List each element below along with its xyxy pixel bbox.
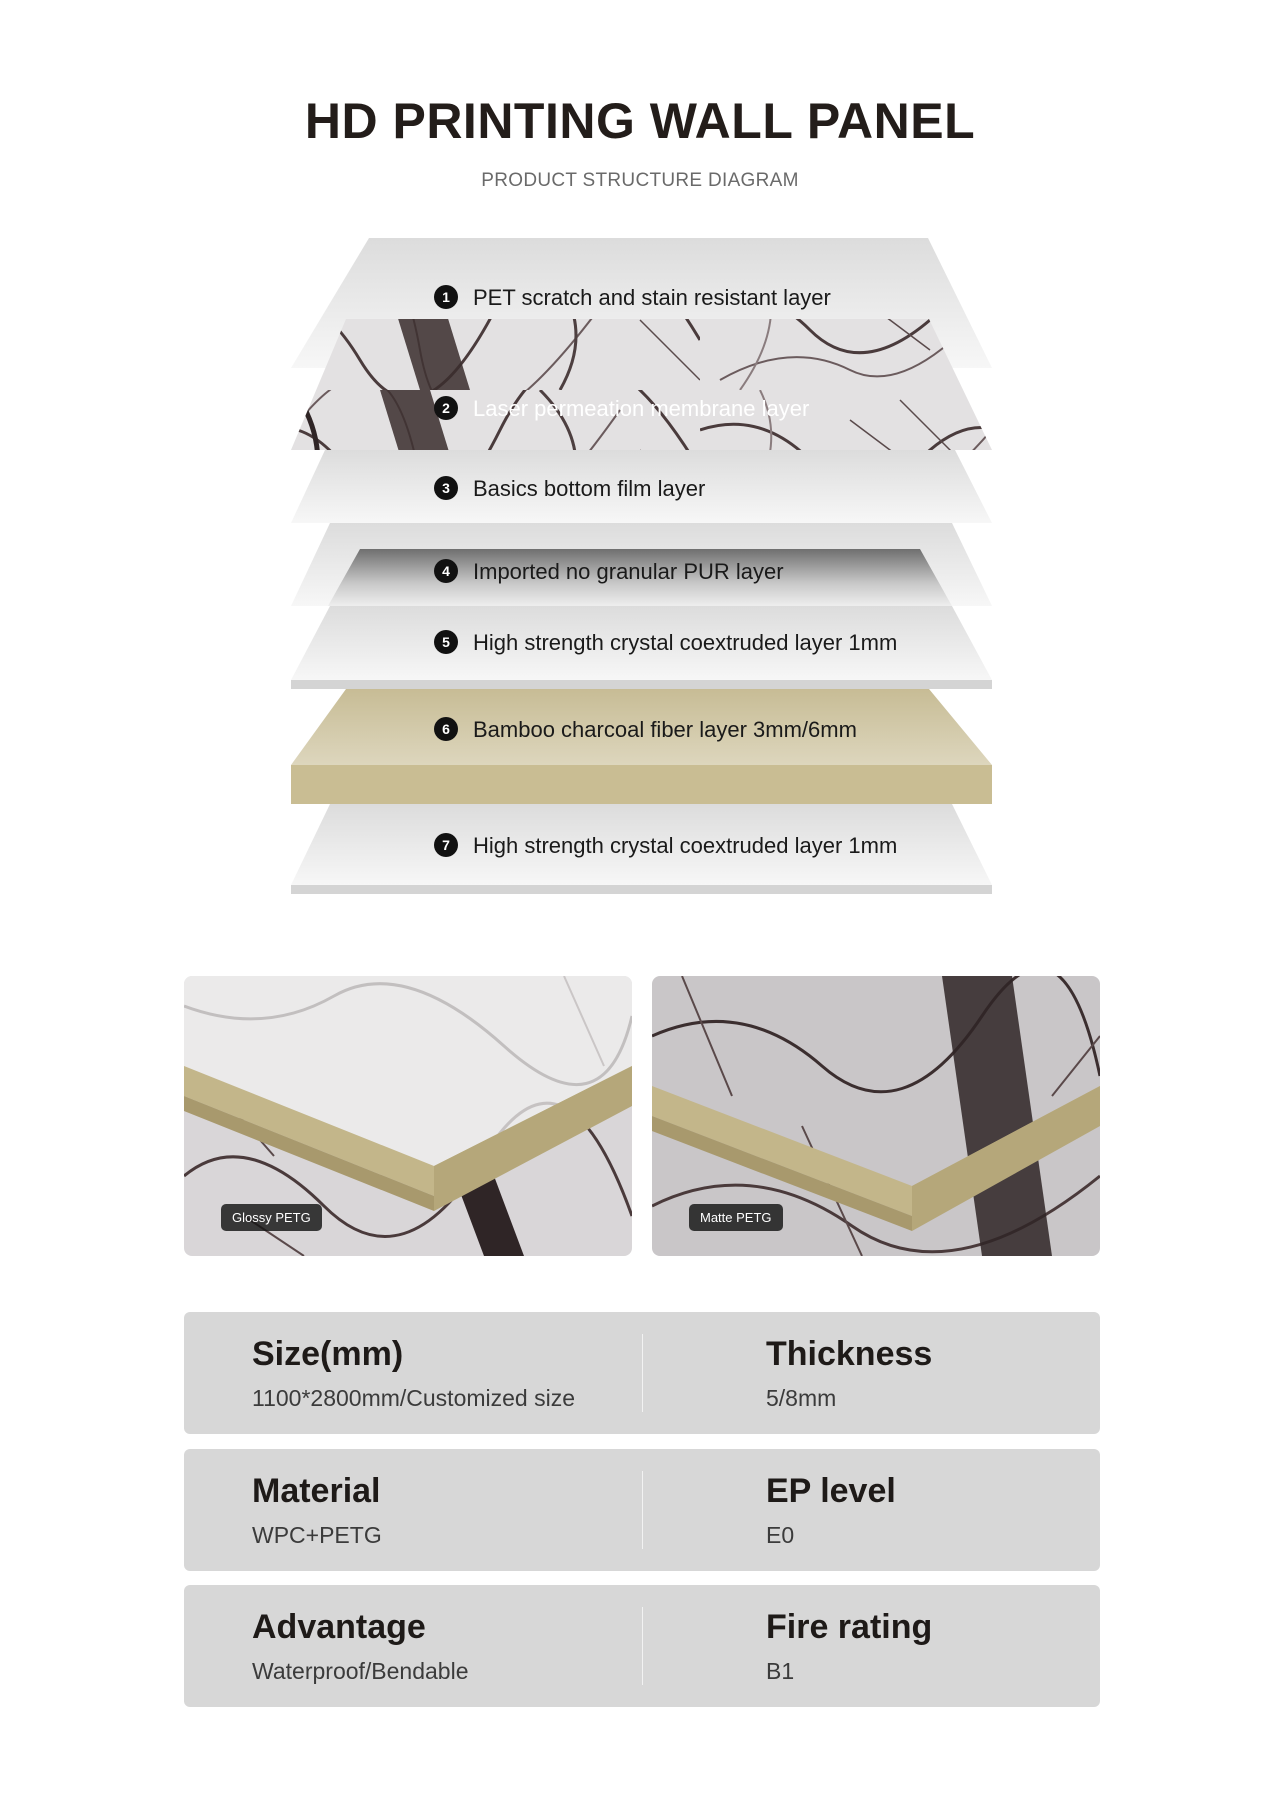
- glossy-sample-image: [184, 976, 632, 1256]
- number-4: 4: [442, 563, 450, 579]
- spec-thickness-label: Thickness: [766, 1335, 933, 1373]
- layer-3-text: Basics bottom film layer: [473, 476, 706, 501]
- number-5: 5: [442, 634, 450, 650]
- layer-5-label: [434, 630, 897, 655]
- spec-advantage-label: Advantage: [252, 1608, 426, 1646]
- number-7: 7: [442, 837, 450, 853]
- layer-6-text: Bamboo charcoal fiber layer 3mm/6mm: [473, 717, 857, 742]
- layer-7-label: [434, 833, 897, 858]
- spec-row-material-ep: [184, 1449, 1100, 1571]
- layer-2-label: [434, 396, 809, 421]
- spec-divider: [642, 1334, 643, 1412]
- layer-7-edge: [291, 885, 992, 894]
- spec-size: [252, 1334, 575, 1412]
- layer-5-text: High strength crystal coextruded layer 1mm: [473, 630, 898, 655]
- spec-ep-level: [766, 1471, 896, 1549]
- spec-thickness: [766, 1334, 932, 1412]
- page-subtitle: PRODUCT STRUCTURE DIAGRAM: [481, 170, 799, 191]
- spec-ep-level-value: E0: [766, 1522, 795, 1548]
- layer-6-label: [434, 717, 857, 742]
- matte-petg-badge: Matte PETG: [689, 1204, 783, 1231]
- layer-2-text: Laser permeation membrane layer: [473, 396, 810, 421]
- layer-7-text: High strength crystal coextruded layer 1mm: [473, 833, 898, 858]
- matte-sample-image: [652, 976, 1100, 1256]
- layer-4-label: [434, 559, 784, 584]
- spec-thickness-value: 5/8mm: [766, 1385, 837, 1411]
- spec-advantage-value: Waterproof/Bendable: [252, 1658, 469, 1684]
- spec-row-advantage-fire: [184, 1585, 1100, 1707]
- spec-fire-rating-value: B1: [766, 1658, 795, 1684]
- spec-ep-level-label: EP level: [766, 1472, 896, 1510]
- number-6: 6: [442, 721, 450, 737]
- spec-material-value: WPC+PETG: [252, 1522, 382, 1548]
- spec-size-value: 1100*2800mm/Customized size: [252, 1385, 576, 1411]
- number-2: 2: [442, 400, 450, 416]
- spec-material-label: Material: [252, 1472, 381, 1510]
- number-3: 3: [442, 480, 450, 496]
- layer-6-edge: [291, 765, 992, 804]
- number-1: 1: [442, 289, 450, 305]
- glossy-petg-badge: Glossy PETG: [221, 1204, 322, 1231]
- layer-5-edge: [291, 680, 992, 689]
- spec-fire-rating: [766, 1607, 932, 1685]
- spec-row-size-thickness: [184, 1312, 1100, 1434]
- spec-fire-rating-label: Fire rating: [766, 1608, 933, 1646]
- spec-size-label: Size(mm): [252, 1335, 404, 1373]
- spec-divider: [642, 1471, 643, 1549]
- spec-advantage: [252, 1607, 469, 1685]
- spec-material: [252, 1471, 382, 1549]
- layer-1-label: [434, 285, 831, 310]
- page-title: HD PRINTING WALL PANEL: [304, 93, 976, 149]
- layer-3-label: [434, 476, 705, 501]
- layer-2-panel: [291, 319, 992, 450]
- spec-divider: [642, 1607, 643, 1685]
- layer-4-text: Imported no granular PUR layer: [473, 559, 784, 584]
- layer-1-text: PET scratch and stain resistant layer: [473, 285, 831, 310]
